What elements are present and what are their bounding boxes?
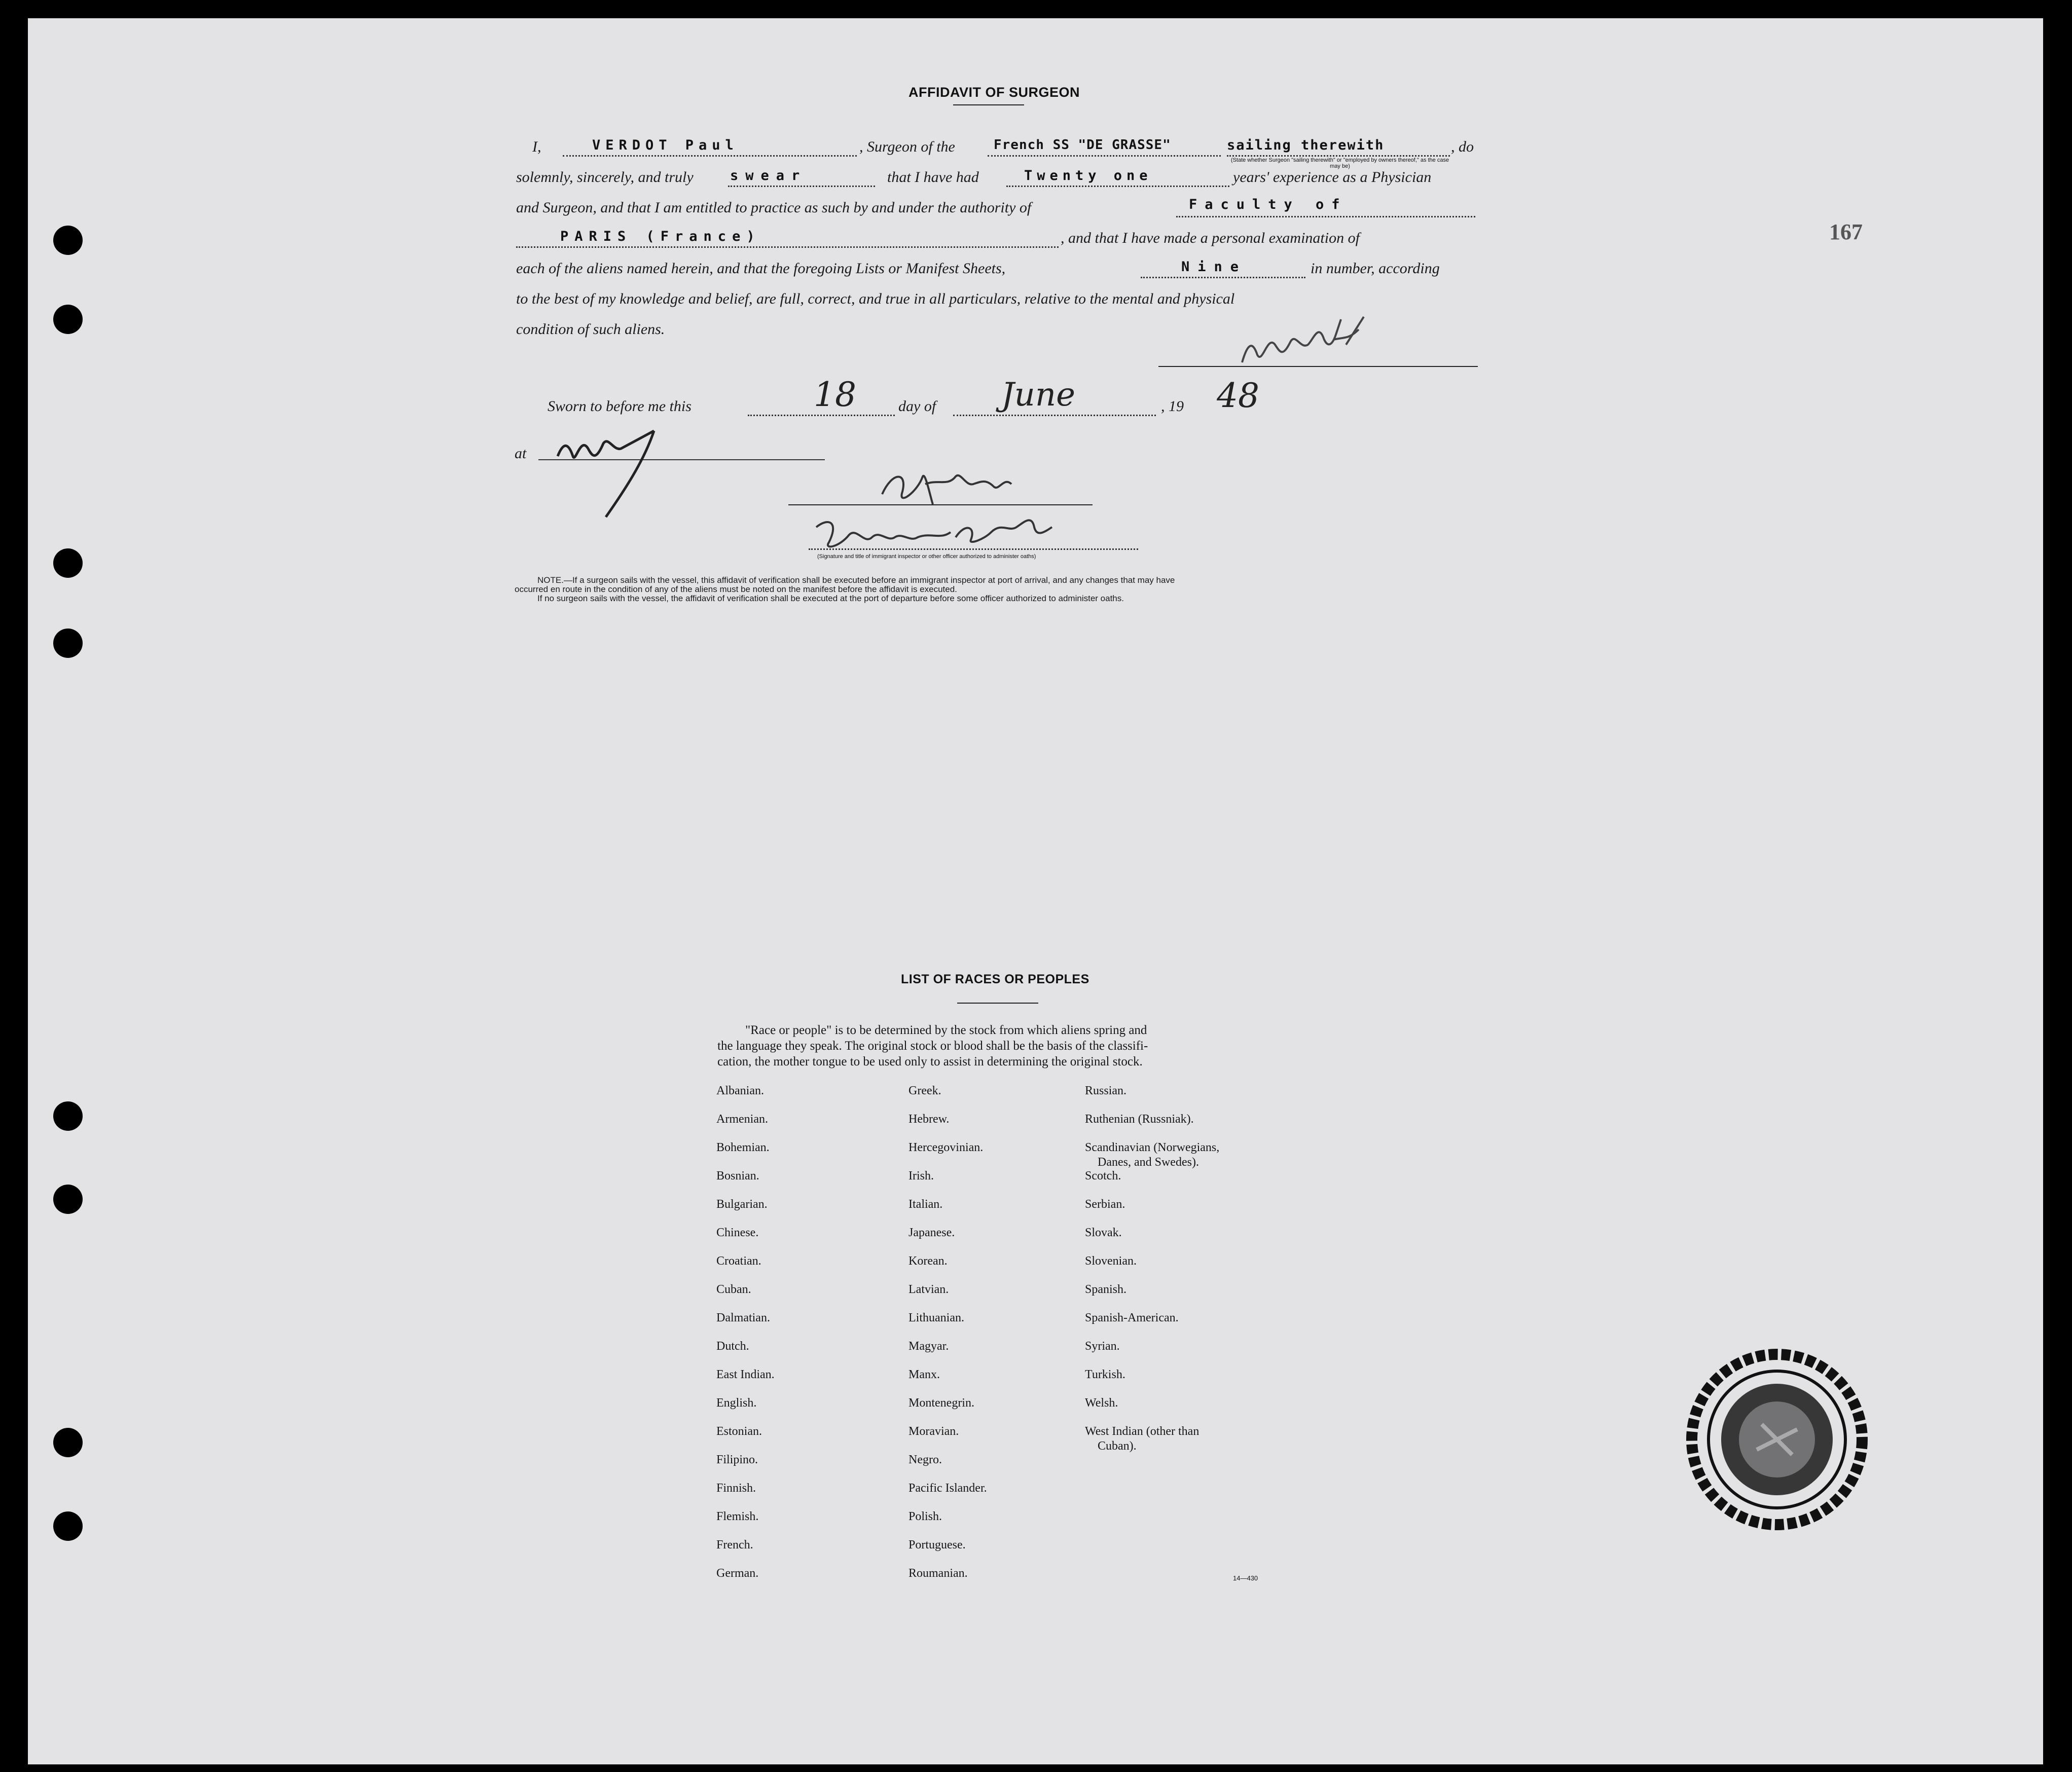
sworn-day: 18: [814, 375, 856, 414]
race-item: Bulgarian.: [716, 1198, 768, 1211]
race-item: French.: [716, 1538, 753, 1552]
surgeon-signature: [1237, 314, 1389, 370]
affidavit-line7: condition of such aliens.: [516, 321, 665, 338]
affidavit-line3-a: and Surgeon, and that I am entitled to practice as such by and under the authority of: [516, 199, 1032, 216]
sworn-year: 48: [1217, 376, 1259, 415]
race-item: West Indian (other than: [1085, 1425, 1199, 1438]
race-item: Turkish.: [1085, 1368, 1125, 1381]
surgeon-of-text: , Surgeon of the: [859, 138, 955, 155]
race-item: Irish.: [908, 1169, 934, 1183]
vessel-name: French SS "DE GRASSE": [994, 137, 1171, 153]
inspector-signature-line: [788, 504, 1093, 505]
race-item: Dalmatian.: [716, 1311, 770, 1324]
race-item: English.: [716, 1396, 757, 1410]
race-item: Croatian.: [716, 1254, 761, 1268]
race-item: Danes, and Swedes).: [1098, 1156, 1199, 1169]
race-item: Spanish-American.: [1085, 1311, 1179, 1324]
race-item: Chinese.: [716, 1226, 759, 1239]
surgeon-name: VERDOT Paul: [592, 137, 739, 153]
punch-hole: [53, 305, 83, 334]
race-item: Ruthenian (Russniak).: [1085, 1113, 1194, 1126]
affidavit-line5-b: in number, according: [1311, 260, 1440, 277]
race-item: German.: [716, 1567, 759, 1580]
race-item: Flemish.: [716, 1510, 759, 1523]
race-item: Scotch.: [1085, 1169, 1121, 1183]
title-underline: [953, 104, 1024, 105]
race-item: Japanese.: [908, 1226, 955, 1239]
race-item: Russian.: [1085, 1084, 1127, 1097]
oath-field-line: [728, 186, 875, 187]
affidavit-line4-a: , and that I have made a personal examination of: [1061, 230, 1360, 246]
authority2-field-line: [516, 246, 1059, 248]
affidavit-line5-a: each of the aliens named herein, and that the foregoing Lists or Manifest Sheets,: [516, 260, 1006, 277]
race-item: Spanish.: [1085, 1283, 1127, 1296]
sheet-count: Nine: [1181, 259, 1247, 275]
note-line-2: occurred en route in the condition of any of the aliens must be noted on the manifest before the affidavit is executed.: [515, 584, 957, 594]
vessel-field-line: [988, 155, 1221, 157]
punch-hole: [53, 1101, 83, 1131]
sworn-text-b: day of: [898, 398, 936, 415]
affidavit-line2-a: solemnly, sincerely, and truly: [516, 169, 694, 186]
sheets-field-line: [1141, 277, 1305, 278]
note-line-1: NOTE.—If a surgeon sails with the vessel, this affidavit of verification shall be executed before an immigrant inspector at port of arrival, and any changes that may have: [537, 575, 1175, 585]
affidavit-line2-c: years' experience as a Physician: [1233, 169, 1432, 186]
race-item: Montenegrin.: [908, 1396, 974, 1410]
inspector-signature: [872, 456, 1065, 512]
race-item: Armenian.: [716, 1113, 768, 1126]
name-field-line: [563, 155, 857, 157]
years-experience: Twenty one: [1024, 168, 1152, 183]
race-item: Hercegovinian.: [908, 1141, 984, 1154]
races-intro-1: "Race or people" is to be determined by the stock from which aliens spring and: [745, 1023, 1147, 1037]
race-item: Greek.: [908, 1084, 941, 1097]
races-title: LIST OF RACES OR PEOPLES: [901, 972, 1089, 986]
race-item: Italian.: [908, 1198, 943, 1211]
race-item: Slovenian.: [1085, 1254, 1137, 1268]
do-text: , do: [1451, 138, 1474, 155]
race-item: Moravian.: [908, 1425, 959, 1438]
race-item: Negro.: [908, 1453, 942, 1466]
inspector-title-handwritten: [809, 512, 1072, 560]
race-item: Dutch.: [716, 1340, 749, 1353]
race-item: Slovak.: [1085, 1226, 1122, 1239]
sailing-note: (State whether Surgeon "sailing therewith" or "employed by owners thereof," as the case may be): [1230, 157, 1449, 169]
race-item: Manx.: [908, 1368, 940, 1381]
page-number: 167: [1829, 219, 1863, 244]
race-item: Polish.: [908, 1510, 942, 1523]
sworn-text-a: Sworn to before me this: [548, 398, 692, 415]
at-label: at: [515, 445, 527, 462]
punch-hole: [53, 1185, 83, 1214]
affidavit-i: I,: [532, 138, 541, 155]
race-item: Korean.: [908, 1254, 948, 1268]
race-item: Bohemian.: [716, 1141, 770, 1154]
sworn-month-line: [953, 415, 1156, 416]
years-field-line: [1006, 186, 1229, 187]
affidavit-line6: to the best of my knowledge and belief, are full, correct, and true in all particulars, relative to the mental and physical: [516, 290, 1235, 307]
race-item: Portuguese.: [908, 1538, 966, 1552]
races-intro-2: the language they speak. The original stock or blood shall be the basis of the classifi-: [717, 1039, 1148, 1053]
race-item: Cuban.: [716, 1283, 751, 1296]
place-handwritten: [553, 421, 674, 522]
race-item: Scandinavian (Norwegians,: [1085, 1141, 1220, 1154]
sworn-year-prefix: , 19: [1161, 398, 1184, 415]
race-item: Magyar.: [908, 1340, 949, 1353]
races-intro-3: cation, the mother tongue to be used only to assist in determining the original stock.: [717, 1055, 1143, 1068]
race-item: Welsh.: [1085, 1396, 1118, 1410]
race-item: Syrian.: [1085, 1340, 1120, 1353]
race-item: East Indian.: [716, 1368, 775, 1381]
inspection-stamp: [1681, 1343, 1873, 1536]
authority-line1: Faculty of: [1189, 197, 1348, 212]
sailing-status: sailing therewith: [1227, 137, 1385, 153]
punch-hole: [53, 629, 83, 658]
race-item: Filipino.: [716, 1453, 758, 1466]
race-item: Bosnian.: [716, 1169, 759, 1183]
race-item: Lithuanian.: [908, 1311, 964, 1324]
authority-line2: PARIS (France): [560, 229, 761, 244]
punch-hole: [53, 1511, 83, 1541]
race-item: Albanian.: [716, 1084, 764, 1097]
sailing-field-line: [1227, 155, 1450, 157]
authority-field-line: [1176, 216, 1475, 217]
inspector-caption: (Signature and title of immigrant inspector or other officer authorized to administer oaths): [817, 553, 1036, 560]
form-number: 14—430: [1233, 1574, 1258, 1582]
punch-hole: [53, 1428, 83, 1457]
sworn-month: June: [1001, 376, 1075, 414]
note-line-3: If no surgeon sails with the vessel, the affidavit of verification shall be executed at the port of departure before some officer authorized to administer oaths.: [537, 594, 1124, 603]
race-item: Serbian.: [1085, 1198, 1125, 1211]
race-item: Pacific Islander.: [908, 1482, 987, 1495]
races-title-underline: [957, 1003, 1038, 1004]
race-item: Hebrew.: [908, 1113, 950, 1126]
inspector-title-line: [809, 548, 1138, 550]
race-item: Roumanian.: [908, 1567, 968, 1580]
race-item: Latvian.: [908, 1283, 949, 1296]
punch-hole: [53, 226, 83, 255]
affidavit-line2-b: that I have had: [887, 169, 979, 186]
race-item: Cuban).: [1098, 1439, 1137, 1453]
oath-type: swear: [730, 168, 807, 183]
affidavit-title: AFFIDAVIT OF SURGEON: [908, 85, 1080, 100]
race-item: Estonian.: [716, 1425, 762, 1438]
race-item: Finnish.: [716, 1482, 756, 1495]
punch-hole: [53, 548, 83, 578]
sworn-day-line: [748, 415, 895, 416]
